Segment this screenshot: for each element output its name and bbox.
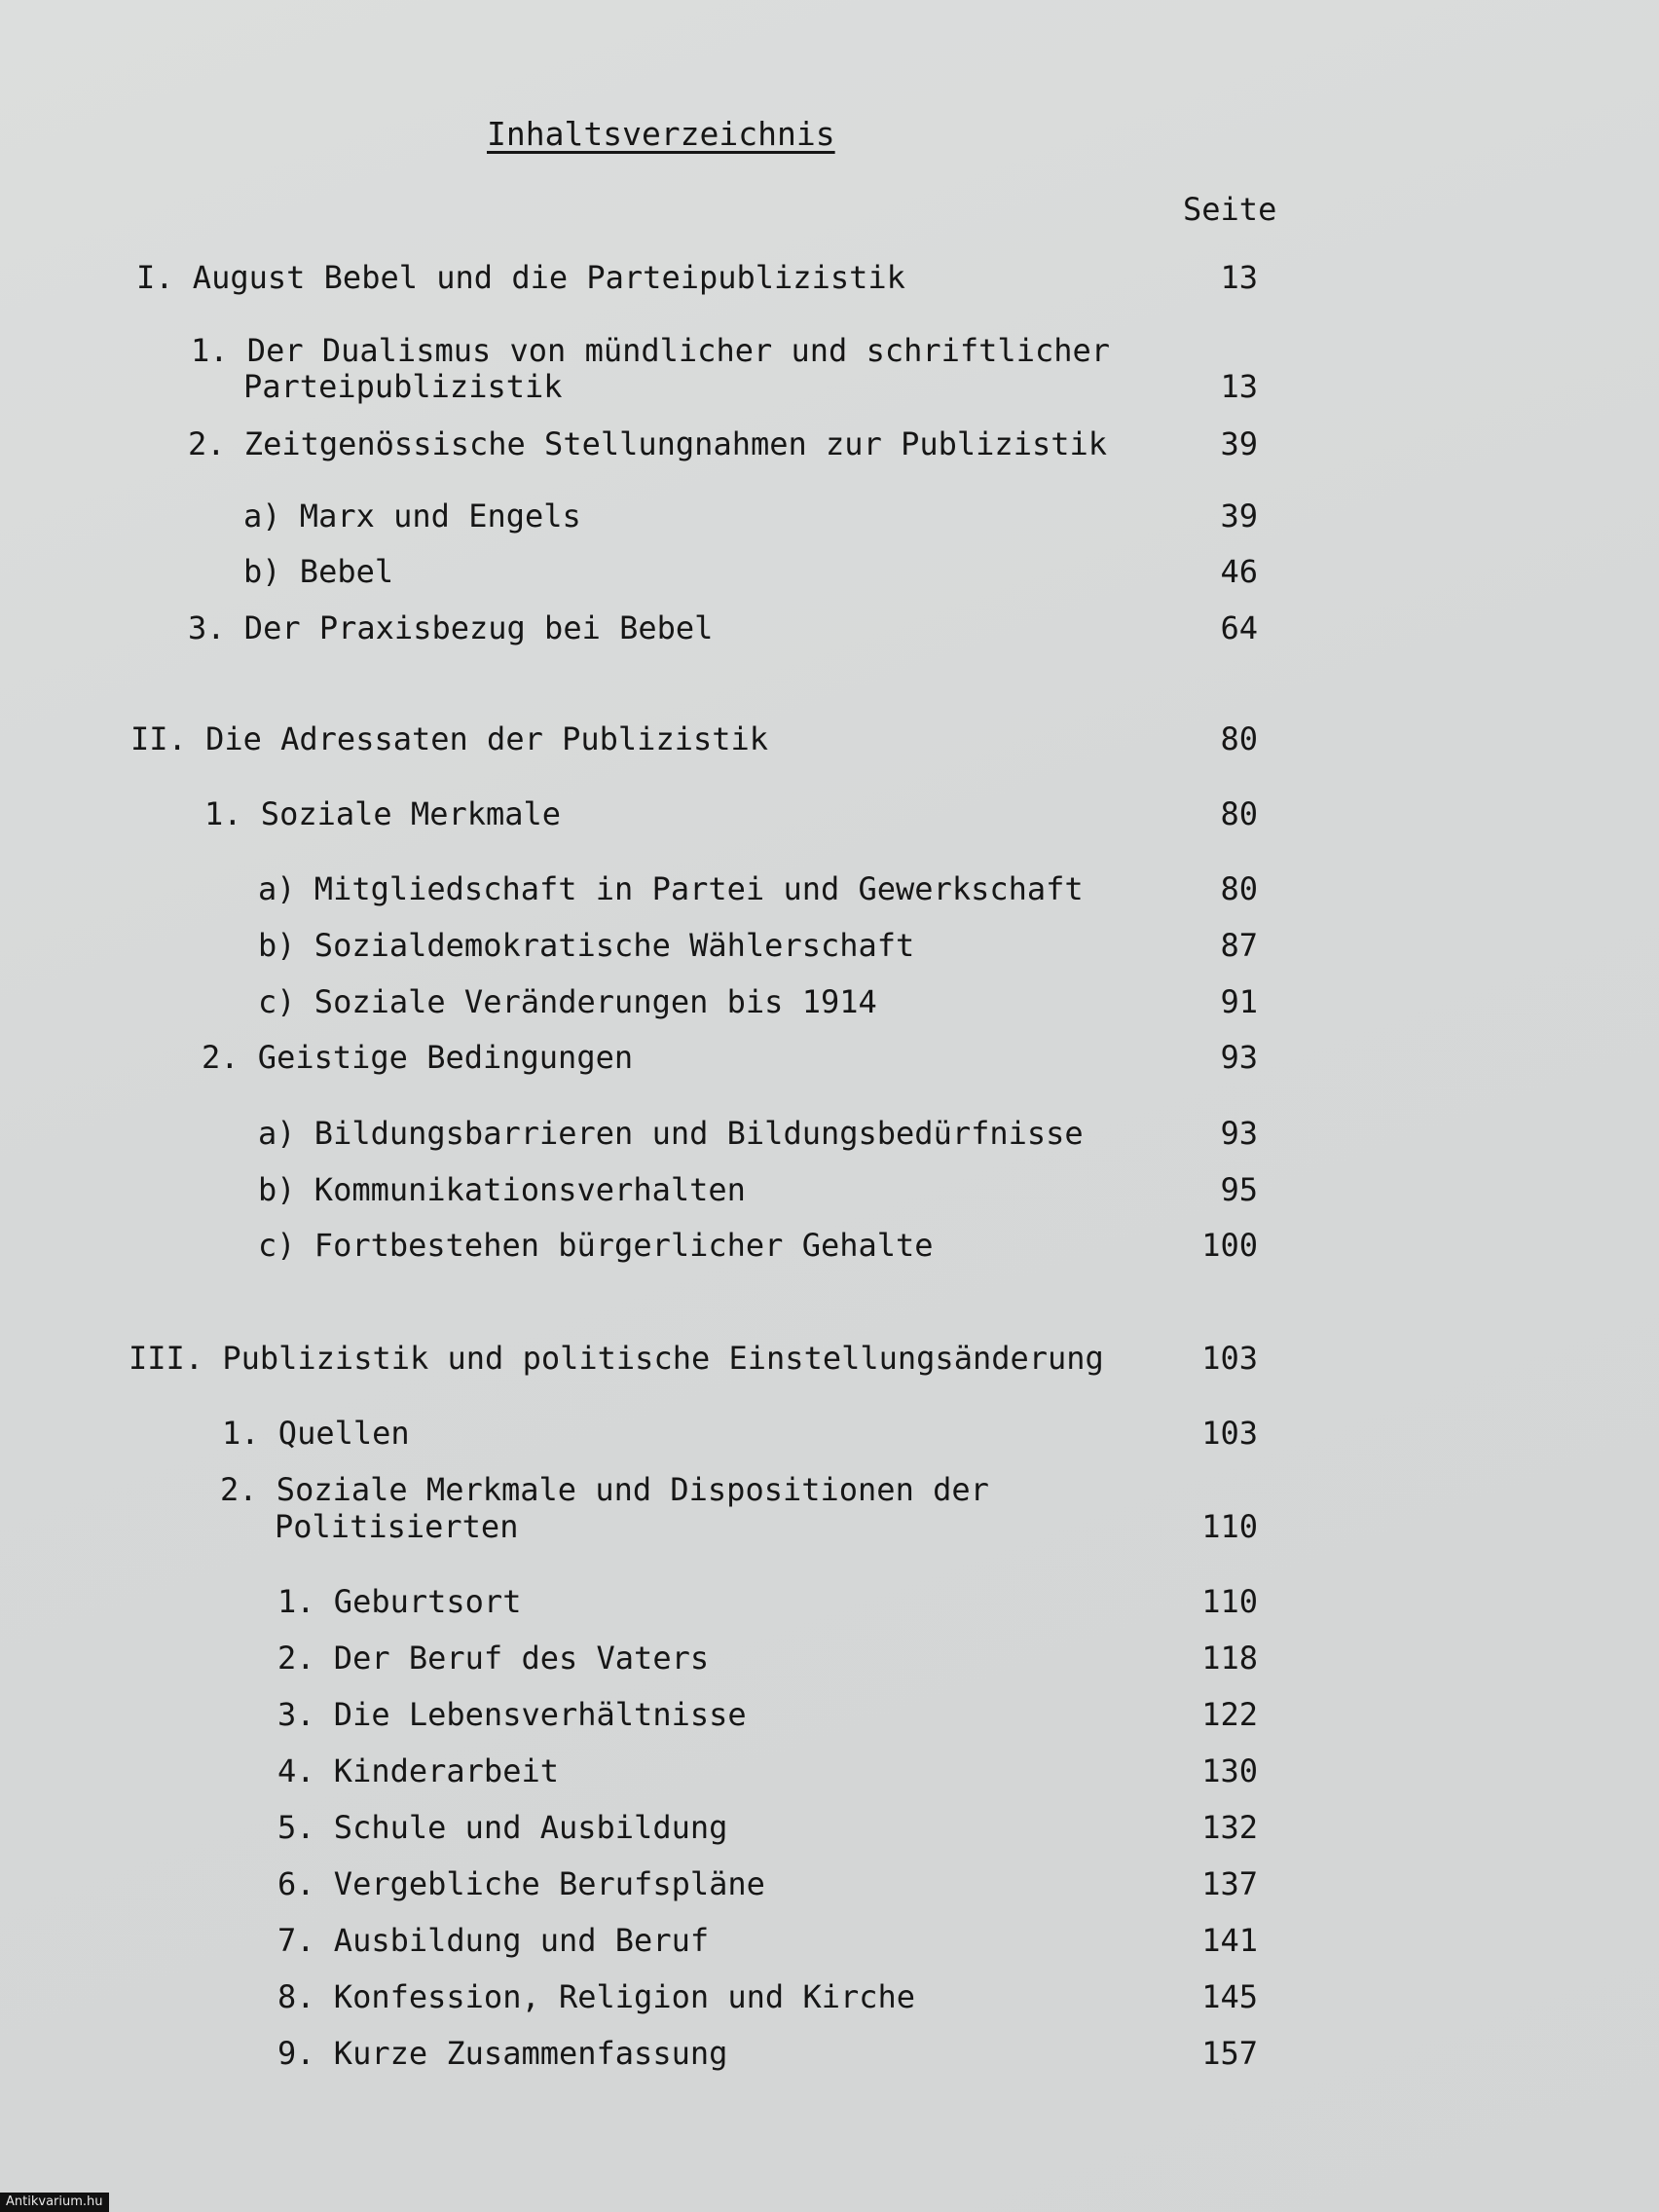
toc-page-number: 137 xyxy=(1201,1865,1258,1902)
toc-entry-subsection: c) Fortbestehen bürgerlicher Gehalte xyxy=(258,1227,934,1264)
toc-page-number: 39 xyxy=(1220,425,1258,462)
toc-page-number: 122 xyxy=(1201,1696,1258,1733)
toc-page-number: 93 xyxy=(1220,1039,1258,1076)
toc-entry-section: 2. Geistige Bedingungen xyxy=(202,1039,634,1076)
toc-entry-subsection: 1. Geburtsort xyxy=(277,1583,522,1620)
toc-entry-subsection: 9. Kurze Zusammenfassung xyxy=(277,2035,728,2072)
toc-page-number: 87 xyxy=(1220,927,1258,964)
toc-page-number: 46 xyxy=(1220,553,1258,590)
toc-entry-section-cont: Politisierten xyxy=(275,1508,519,1545)
toc-entry-subsection: a) Marx und Engels xyxy=(243,498,581,535)
toc-page-number: 39 xyxy=(1220,498,1258,535)
toc-entry-section-cont: Parteipublizistik xyxy=(243,368,563,405)
toc-entry-subsection: 4. Kinderarbeit xyxy=(277,1752,559,1789)
toc-entry-subsection: c) Soziale Veränderungen bis 1914 xyxy=(258,983,877,1020)
toc-page-number: 93 xyxy=(1220,1115,1258,1152)
toc-entry-subsection: 6. Vergebliche Berufspläne xyxy=(277,1865,765,1902)
toc-entry-subsection: a) Bildungsbarrieren und Bildungsbedürfnisse xyxy=(258,1115,1084,1152)
toc-entry-subsection: b) Bebel xyxy=(243,553,394,590)
toc-page-number: 80 xyxy=(1220,795,1258,832)
toc-entry-subsection: 7. Ausbildung und Beruf xyxy=(277,1922,710,1959)
toc-entry-subsection: b) Kommunikationsverhalten xyxy=(258,1171,746,1208)
toc-page-number: 132 xyxy=(1201,1809,1258,1846)
watermark-label: Antikvarium.hu xyxy=(0,2193,109,2212)
toc-entry-subsection: 2. Der Beruf des Vaters xyxy=(277,1640,710,1677)
page-title: Inhaltsverzeichnis xyxy=(487,115,835,153)
toc-page-number: 130 xyxy=(1201,1752,1258,1789)
toc-page-number: 157 xyxy=(1201,2035,1258,2072)
toc-entry-section: 2. Zeitgenössische Stellungnahmen zur Publizistik xyxy=(188,425,1108,462)
toc-entry-chapter: III. Publizistik und politische Einstellungsänderung xyxy=(129,1340,1104,1377)
toc-page-number: 80 xyxy=(1220,870,1258,907)
toc-entry-section: 1. Soziale Merkmale xyxy=(204,795,562,832)
toc-page-number: 100 xyxy=(1201,1227,1258,1264)
toc-page-number: 110 xyxy=(1201,1583,1258,1620)
toc-entry-subsection: a) Mitgliedschaft in Partei und Gewerkschaft xyxy=(258,870,1084,907)
toc-entry-section: 1. Der Dualismus von mündlicher und schriftlicher xyxy=(191,332,1111,369)
page-column-header: Seite xyxy=(1183,191,1277,228)
toc-entry-section: 1. Quellen xyxy=(222,1415,410,1452)
toc-page-number: 64 xyxy=(1220,609,1258,646)
toc-page-number: 91 xyxy=(1220,983,1258,1020)
toc-entry-chapter: II. Die Adressaten der Publizistik xyxy=(130,720,769,757)
toc-entry-chapter: I. August Bebel und die Parteipublizistik xyxy=(136,259,905,296)
toc-entry-subsection: 3. Die Lebensverhältnisse xyxy=(277,1696,747,1733)
toc-page-number: 13 xyxy=(1220,368,1258,405)
toc-page-number: 118 xyxy=(1201,1640,1258,1677)
toc-page-number: 103 xyxy=(1201,1340,1258,1377)
toc-page-number: 95 xyxy=(1220,1171,1258,1208)
toc-entry-subsection: b) Sozialdemokratische Wählerschaft xyxy=(258,927,915,964)
toc-page-number: 103 xyxy=(1201,1415,1258,1452)
toc-entry-subsection: 5. Schule und Ausbildung xyxy=(277,1809,728,1846)
toc-page-number: 145 xyxy=(1201,1978,1258,2015)
toc-page-number: 80 xyxy=(1220,720,1258,757)
toc-page-number: 13 xyxy=(1220,259,1258,296)
toc-entry-section: 3. Der Praxisbezug bei Bebel xyxy=(188,609,714,646)
toc-entry-subsection: 8. Konfession, Religion und Kirche xyxy=(277,1978,916,2015)
toc-page-number: 110 xyxy=(1201,1508,1258,1545)
toc-entry-section: 2. Soziale Merkmale und Dispositionen der xyxy=(220,1471,989,1508)
toc-page-number: 141 xyxy=(1201,1922,1258,1959)
